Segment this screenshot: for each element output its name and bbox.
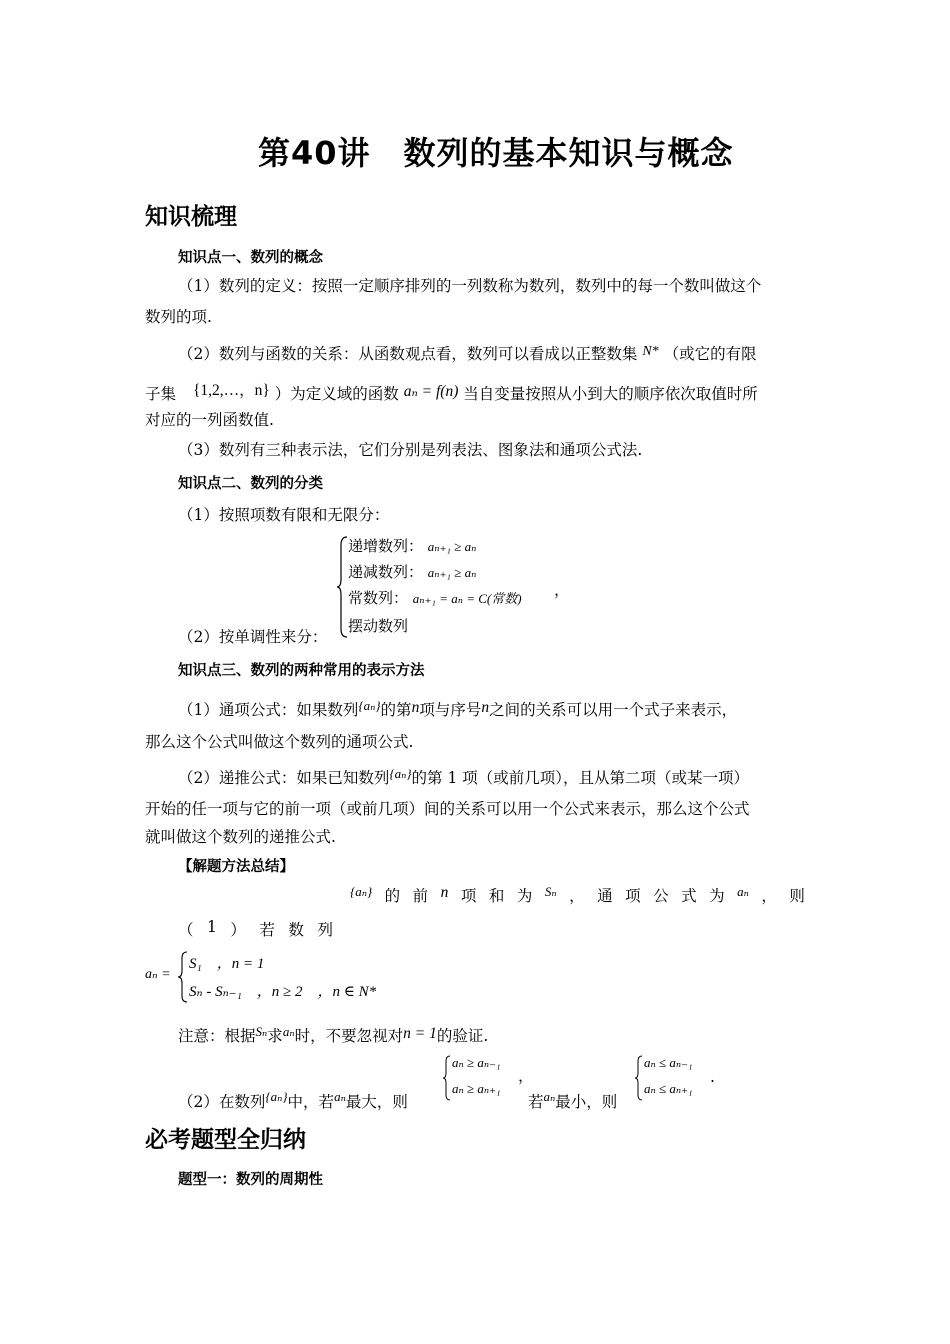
term-symbol: aₙ [737,884,749,899]
max-condition-1: aₙ ≥ aₙ₋₁ [452,1055,501,1070]
summary-heading: 【解题方法总结】 [178,859,294,875]
sequence-symbol: {aₙ} [350,884,373,899]
subset-formula: {1,2,…，n} [192,382,270,399]
point1-para1-line2: 数列的项. [145,308,212,326]
n-symbol: n [481,699,490,716]
text: 项与序号 [419,701,482,719]
case-label: 常数列： [348,589,409,607]
justified-line [178,918,333,940]
text: 时，不要忽视对 [294,1027,404,1045]
summary-line2 [178,918,333,940]
left-brace-icon [442,1054,452,1102]
text: （2）数列与函数的关系：从函数观点看，数列可以看成以正整数集 [178,345,638,363]
word: 为 [709,887,725,905]
summary-line1 [350,884,805,906]
piece-case-1: S₁ ，n = 1 [189,956,265,972]
left-brace-icon [634,1054,644,1102]
piece-case-2: Sₙ - Sₙ₋₁ ，n ≥ 2 ，n ∈ N* [189,984,377,1000]
word: 和 [488,887,505,905]
min-condition-2: aₙ ≤ aₙ₊₁ [644,1081,693,1096]
function-formula: aₙ = f(n) [403,383,459,400]
an-symbol: aₙ = [145,967,171,982]
word: 公 [653,887,669,905]
point3-para1-line1 [178,698,737,720]
case-constant [348,587,522,608]
n-symbol: n [411,699,420,716]
text: （1）通项公式：如果数列 [178,701,359,719]
sequence-symbol: {aₙ} [389,766,412,781]
text: 当自变量按照从小到大的顺序依次取值时所 [463,385,758,403]
piecewise-formula [145,950,395,1006]
word: 1 [207,918,217,936]
text: （2）在数列 [178,1093,266,1111]
max-condition [442,1054,522,1104]
text: 中，若 [287,1093,335,1111]
sum-symbol: Sₙ [255,1024,268,1039]
term-symbol: aₙ [282,1024,295,1039]
text: 注意：根据 [178,1027,256,1045]
min-condition [634,1054,714,1104]
justified-line [350,884,805,906]
summary-maxmin-text-b [528,1089,617,1112]
word: 通 [597,887,613,905]
min-period: . [710,1068,715,1086]
text: ）为定义域的函数 [274,385,399,403]
word: 项 [625,887,641,905]
word: 数 [288,921,304,939]
text: （或它的有限 [663,345,757,363]
case-label: 递增数列： [348,537,424,555]
word: ， [761,887,777,905]
word: 为 [516,887,533,905]
case-oscillating: 摆动数列 [348,617,409,635]
point1-heading: 知识点一、数列的概念 [178,250,323,266]
an-text: aₙ [145,967,158,982]
case-increasing [348,535,476,556]
n-equals-one: n = 1 [403,1025,437,1042]
page-title: 第40讲 数列的基本知识与概念 [258,134,734,172]
word: 列 [317,921,333,939]
text: 若 [528,1093,544,1111]
summary-maxmin-text-a [178,1089,408,1112]
case-formula: aₙ₊₁ ≥ aₙ [427,565,477,580]
term-symbol: aₙ [543,1089,556,1104]
word: 式 [681,887,697,905]
word: ， [569,887,585,905]
question-type-1-heading: 题型一：数列的周期性 [178,1172,323,1188]
text: （2）递推公式：如果已知数列 [178,769,390,787]
word: 前 [412,887,429,905]
point3-para2-line2: 开始的任一项与它的前一项（或前几项）间的关系可以用一个公式来表示，那么这个公式 [145,800,750,818]
point1-para2-line1 [178,342,757,364]
case-label: 递减数列： [348,563,424,581]
word: 则 [789,887,805,905]
summary-note [178,1024,488,1046]
word: （ [178,921,194,939]
point1-para2-line3: 对应的一列函数值. [145,411,274,429]
word: 若 [259,921,275,939]
text: 之间的关系可以用一个式子来表示， [489,701,738,719]
left-brace-icon [177,950,189,1004]
text: 最小，则 [555,1093,618,1111]
point3-para2-line1 [178,766,749,788]
monotonic-classification [336,535,566,640]
point1-para1-line1: （1）数列的定义：按照一定顺序排列的一列数称为数列，数列中的每一个数叫做这个 [178,277,762,295]
word: ） [230,921,246,939]
case-decreasing [348,561,476,582]
sequence-symbol: {aₙ} [265,1089,288,1104]
section-heading-question-types: 必考题型全归纳 [145,1127,306,1153]
max-condition-2: aₙ ≥ aₙ₊₁ [452,1081,501,1096]
n-symbol: n [440,884,449,901]
text: 最大，则 [345,1093,408,1111]
case-formula: aₙ₊₁ = aₙ = C(常数) [412,591,522,606]
brace-comma: ， [554,581,570,599]
point3-para1-line2: 那么这个公式叫做这个数列的通项公式. [145,733,414,751]
positive-integer-set: N* [642,344,659,359]
text: 的验证. [436,1027,489,1045]
word: 的 [384,887,401,905]
point3-heading: 知识点三、数列的两种常用的表示方法 [178,663,425,679]
sum-symbol: Sₙ [544,884,557,899]
point1-para3: （3）数列有三种表示法，它们分别是列表法、图象法和通项公式法. [178,441,643,459]
point2-heading: 知识点二、数列的分类 [178,476,323,492]
text: 的第 1 项（或前几项），且从第二项（或某一项） [411,769,750,787]
max-comma: ， [518,1067,534,1085]
point1-para2-line2 [145,378,758,404]
sequence-symbol: {aₙ} [358,698,381,713]
min-condition-1: aₙ ≤ aₙ₋₁ [644,1055,693,1070]
section-heading-knowledge: 知识梳理 [145,204,237,230]
text: 子集 [145,385,177,403]
case-formula: aₙ₊₁ ≥ aₙ [427,539,477,554]
text: 求 [267,1027,283,1045]
point2-para2: （2）按单调性来分： [178,628,328,646]
text: 的第 [380,701,412,719]
point2-para1: （1）按照项数有限和无限分： [178,506,390,524]
point3-para2-line3: 就叫做这个数列的递推公式. [145,828,336,846]
term-symbol: aₙ [334,1089,346,1104]
word: 项 [460,887,477,905]
